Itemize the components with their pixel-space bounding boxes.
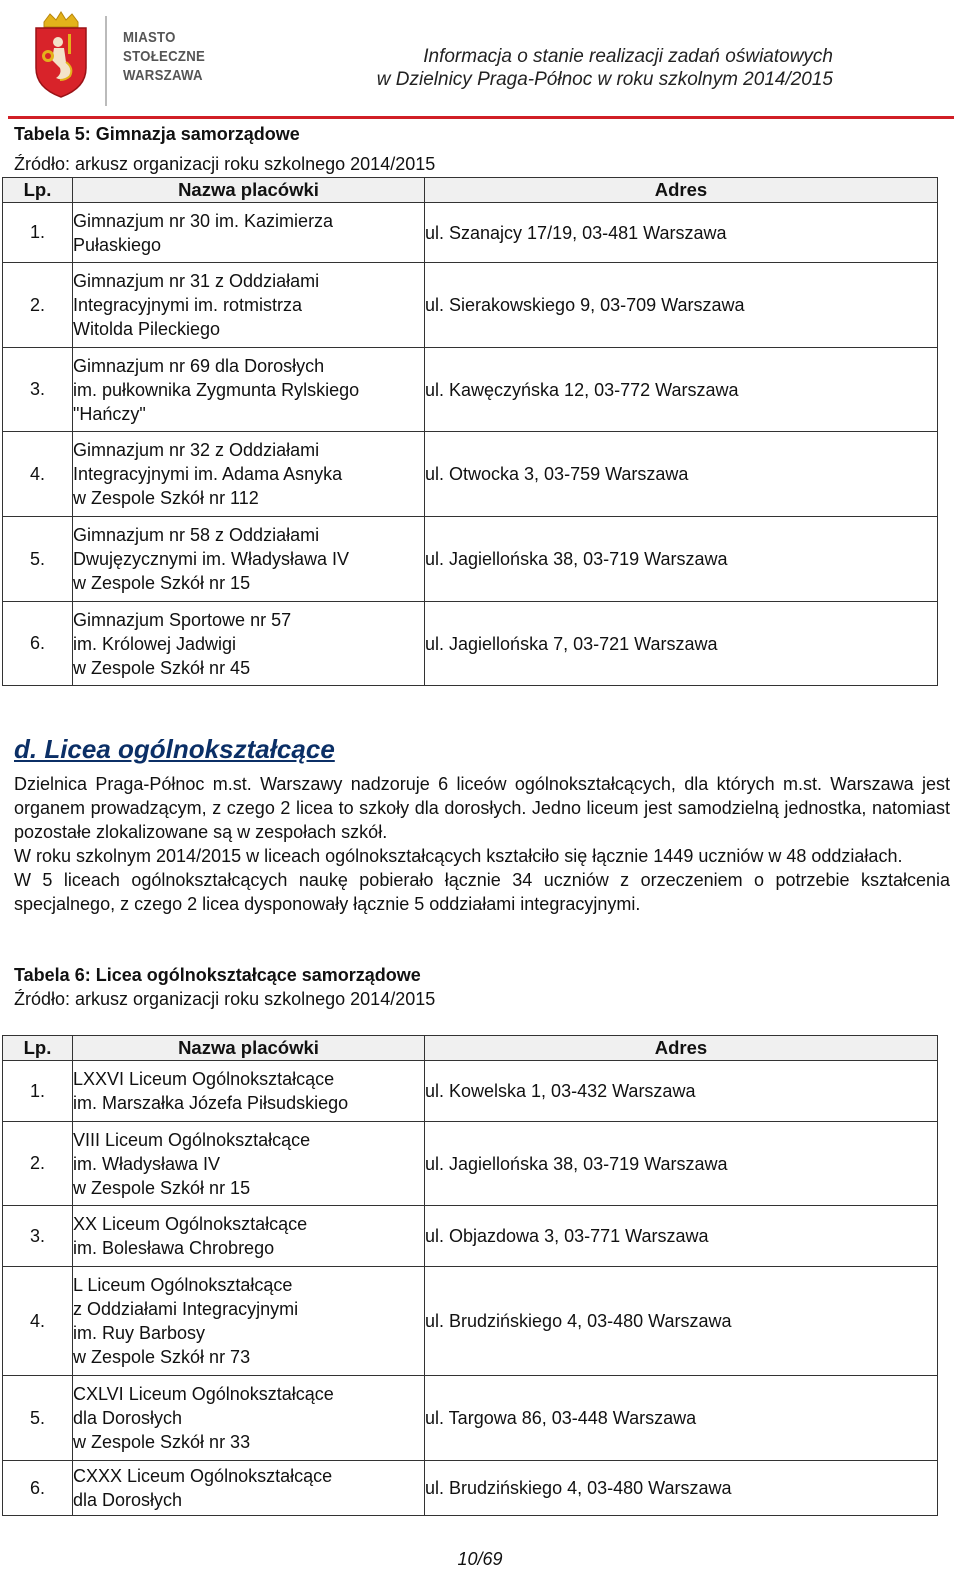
school-name-line: im. Bolesława Chrobrego bbox=[73, 1238, 275, 1258]
school-name-line: Pułaskiego bbox=[73, 234, 162, 255]
school-name bbox=[73, 1122, 425, 1206]
school-name bbox=[73, 1061, 425, 1122]
logo-line: STOŁECZNE bbox=[123, 48, 206, 65]
logo-line: WARSZAWA bbox=[123, 67, 203, 84]
row-number: 3. bbox=[3, 1206, 73, 1267]
school-name-line: Gimnazjum nr 32 z Oddziałami bbox=[73, 440, 320, 460]
school-name-line: im. Ruy Barbosy bbox=[73, 1323, 206, 1343]
school-name-line: w Zespole Szkół nr 45 bbox=[73, 657, 251, 678]
school-name bbox=[73, 517, 425, 602]
school-name-line: L Liceum Ogólnokształcące bbox=[73, 1275, 293, 1295]
warsaw-logo bbox=[30, 10, 220, 102]
column-header-address: Adres bbox=[425, 1036, 938, 1061]
school-name-line: dla Dorosłych bbox=[73, 1408, 183, 1428]
table-row bbox=[3, 1461, 938, 1516]
school-name-line: Gimnazjum nr 30 im. Kazimierza bbox=[73, 210, 334, 231]
table-row bbox=[3, 1122, 938, 1206]
row-number: 2. bbox=[3, 1122, 73, 1206]
column-header-name: Nazwa placówki bbox=[73, 1036, 425, 1061]
logo-line: MIASTO bbox=[123, 29, 176, 46]
report-title-line: w Dzielnicy Praga-Północ w roku szkolnym 2014/2015 bbox=[376, 69, 833, 90]
school-name-line: XX Liceum Ogólnokształcące bbox=[73, 1214, 308, 1234]
table-header-row bbox=[3, 1036, 938, 1061]
school-name bbox=[73, 1461, 425, 1516]
school-name-line: Integracyjnymi im. rotmistrza bbox=[73, 295, 303, 315]
page-number: 10/69 bbox=[457, 1549, 503, 1569]
school-name-line: w Zespole Szkół nr 33 bbox=[73, 1432, 251, 1452]
school-name-line: w Zespole Szkół nr 15 bbox=[73, 573, 251, 593]
school-name-line: w Zespole Szkół nr 73 bbox=[73, 1347, 251, 1367]
table-header-row bbox=[3, 178, 938, 203]
school-address: ul. Jagiellońska 7, 03-721 Warszawa bbox=[425, 602, 938, 686]
row-number: 5. bbox=[3, 1376, 73, 1461]
column-header-address: Adres bbox=[425, 178, 938, 203]
header-rule bbox=[8, 116, 954, 119]
table-row bbox=[3, 1206, 938, 1267]
row-number: 4. bbox=[3, 1267, 73, 1376]
row-number: 6. bbox=[3, 602, 73, 686]
school-address: ul. Kowelska 1, 03-432 Warszawa bbox=[425, 1061, 938, 1122]
school-name-line: CXLVI Liceum Ogólnokształcące bbox=[73, 1384, 334, 1404]
row-number: 3. bbox=[3, 348, 73, 432]
school-address: ul. Jagiellońska 38, 03-719 Warszawa bbox=[425, 517, 938, 602]
school-name-line: Gimnazjum nr 58 z Oddziałami bbox=[73, 525, 320, 545]
school-address: ul. Brudzińskiego 4, 03-480 Warszawa bbox=[425, 1267, 938, 1376]
school-name bbox=[73, 263, 425, 348]
table6-caption: Tabela 6: Licea ogólnokształcące samorządowe bbox=[14, 965, 421, 985]
table6-source: Źródło: arkusz organizacji roku szkolnego 2014/2015 bbox=[14, 989, 436, 1009]
table-row bbox=[3, 348, 938, 432]
report-title bbox=[377, 45, 833, 91]
school-address: ul. Szanajcy 17/19, 03-481 Warszawa bbox=[425, 203, 938, 263]
school-name-line: Witolda Pileckiego bbox=[73, 319, 221, 339]
school-name-line: w Zespole Szkół nr 15 bbox=[73, 1177, 251, 1198]
column-header-lp: Lp. bbox=[3, 1036, 73, 1061]
row-number: 2. bbox=[3, 263, 73, 348]
school-name-line: "Hańczy" bbox=[73, 403, 146, 424]
school-name-line: LXXVI Liceum Ogólnokształcące bbox=[73, 1069, 335, 1089]
table-row bbox=[3, 432, 938, 517]
row-number: 5. bbox=[3, 517, 73, 602]
table-row bbox=[3, 602, 938, 686]
section-body bbox=[14, 772, 950, 916]
school-address: ul. Objazdowa 3, 03-771 Warszawa bbox=[425, 1206, 938, 1267]
table-row bbox=[3, 517, 938, 602]
school-name-line: Gimnazjum nr 69 dla Dorosłych bbox=[73, 355, 325, 376]
row-number: 6. bbox=[3, 1461, 73, 1516]
row-number: 1. bbox=[3, 203, 73, 263]
school-address: ul. Jagiellońska 38, 03-719 Warszawa bbox=[425, 1122, 938, 1206]
school-name-line: Gimnazjum nr 31 z Oddziałami bbox=[73, 271, 320, 291]
body-paragraph: W 5 liceach ogólnokształcących naukę pobierało łącznie 34 uczniów z orzeczeniem o potrzebie kształcenia specjalnego, z czego 2 licea dysponowały łącznie 5 oddziałami integracyjnymi. bbox=[14, 870, 950, 914]
table-row bbox=[3, 263, 938, 348]
logo-divider bbox=[105, 16, 107, 106]
school-name-line: im. Władysława IV bbox=[73, 1153, 221, 1174]
school-name-line: im. Królowej Jadwigi bbox=[73, 633, 237, 654]
report-title-line: Informacja o stanie realizacji zadań oświatowych bbox=[423, 46, 833, 67]
school-address: ul. Brudzińskiego 4, 03-480 Warszawa bbox=[425, 1461, 938, 1516]
column-header-name: Nazwa placówki bbox=[73, 178, 425, 203]
row-number: 1. bbox=[3, 1061, 73, 1122]
table-row bbox=[3, 1061, 938, 1122]
warsaw-crest-icon bbox=[30, 10, 92, 100]
table5-source: Źródło: arkusz organizacji roku szkolnego 2014/2015 bbox=[14, 154, 436, 174]
school-name-line: z Oddziałami Integracyjnymi bbox=[73, 1299, 299, 1319]
table5-caption: Tabela 5: Gimnazja samorządowe bbox=[14, 124, 300, 144]
school-name-line: dla Dorosłych bbox=[73, 1490, 183, 1510]
school-name-line: CXXX Liceum Ogólnokształcące bbox=[73, 1466, 333, 1486]
school-name bbox=[73, 348, 425, 432]
school-name-line: im. Marszałka Józefa Piłsudskiego bbox=[73, 1093, 349, 1113]
school-name-line: Gimnazjum Sportowe nr 57 bbox=[73, 609, 292, 630]
school-name bbox=[73, 602, 425, 686]
school-name-line: im. pułkownika Zygmunta Rylskiego bbox=[73, 379, 360, 400]
table-row bbox=[3, 203, 938, 263]
table-row bbox=[3, 1267, 938, 1376]
school-name-line: w Zespole Szkół nr 112 bbox=[73, 488, 259, 508]
table6 bbox=[2, 1035, 938, 1516]
body-paragraph: Dzielnica Praga-Północ m.st. Warszawy nadzoruje 6 liceów ogólnokształcących, dla których m.st. Warszawa jest organem prowadzącym, z czego 2 licea to szkoły dla dorosłych. Jedno liceum jest samodzielną jednostka, natomiast pozostałe zlokalizowane są w zespołach szkół. bbox=[14, 774, 950, 842]
school-name bbox=[73, 203, 425, 263]
school-name-line: VIII Liceum Ogólnokształcące bbox=[73, 1129, 311, 1150]
section-heading: d. Licea ogólnokształcące bbox=[14, 734, 335, 764]
school-address: ul. Targowa 86, 03-448 Warszawa bbox=[425, 1376, 938, 1461]
column-header-lp: Lp. bbox=[3, 178, 73, 203]
body-paragraph: W roku szkolnym 2014/2015 w liceach ogólnokształcących kształciło się łącznie 1449 uczniów w 48 oddziałach. bbox=[14, 846, 903, 866]
school-name bbox=[73, 1267, 425, 1376]
school-name-line: Integracyjnymi im. Adama Asnyka bbox=[73, 464, 343, 484]
school-name bbox=[73, 1206, 425, 1267]
table-row bbox=[3, 1376, 938, 1461]
school-address: ul. Otwocka 3, 03-759 Warszawa bbox=[425, 432, 938, 517]
school-address: ul. Kawęczyńska 12, 03-772 Warszawa bbox=[425, 348, 938, 432]
school-name bbox=[73, 432, 425, 517]
row-number: 4. bbox=[3, 432, 73, 517]
school-name-line: Dwujęzycznymi im. Władysława IV bbox=[73, 549, 350, 569]
school-address: ul. Sierakowskiego 9, 03-709 Warszawa bbox=[425, 263, 938, 348]
logo-wordmark bbox=[123, 28, 205, 85]
school-name bbox=[73, 1376, 425, 1461]
table5 bbox=[2, 177, 938, 686]
